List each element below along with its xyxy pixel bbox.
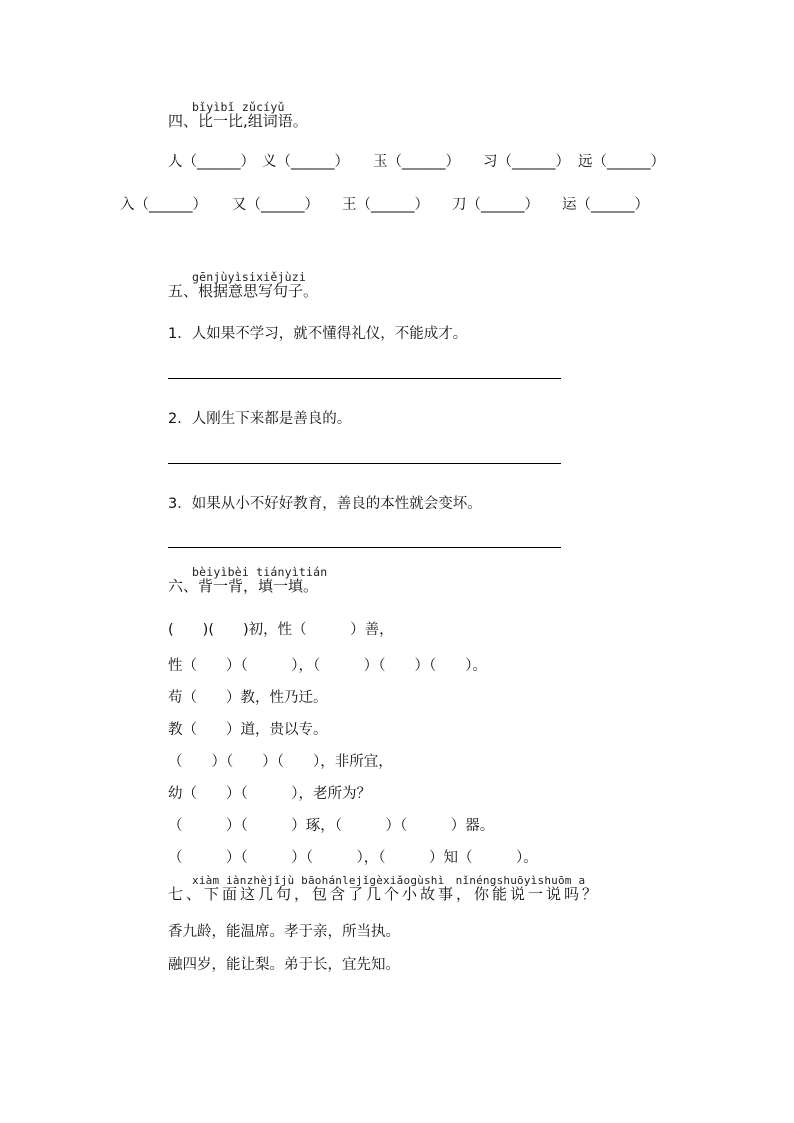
word-cell: 入（______） xyxy=(120,197,207,213)
section4-title: 四、比一比,组词语。 xyxy=(168,112,308,130)
section6-pinyin: bèiyìbèi tiányìtián xyxy=(192,565,328,579)
recite-line: 性（ ）（ ），（ ）（ ）（ ）。 xyxy=(168,658,487,674)
recite-line: 教（ ）道，贵以专。 xyxy=(168,722,328,738)
word-cell: 习（______） xyxy=(483,154,570,170)
recite-line: ( )( )初，性（ ）善， xyxy=(168,622,394,638)
word-cell: 玉（______） xyxy=(373,154,460,170)
word-cell: 王（______） xyxy=(342,197,429,213)
word-cell: 人（______） xyxy=(168,154,255,170)
section4-pinyin: bǐyìbǐ zǔcíyǔ xyxy=(192,100,285,114)
section5-item-2: 2．人刚生下来都是善良的。 xyxy=(168,411,352,427)
word-cell: 运（______） xyxy=(562,197,649,213)
section5-item-1: 1．人如果不学习，就不懂得礼仪，不能成才。 xyxy=(168,326,468,342)
word-cell: 又（______） xyxy=(232,197,319,213)
recite-line: 幼（ ）（ ），老所为？ xyxy=(168,786,371,802)
word-cell: 远（______） xyxy=(578,154,665,170)
section5-pinyin: gēnjùyìsixiějùzi xyxy=(192,270,306,284)
recite-line: 苟（ ）教，性乃迁。 xyxy=(168,690,328,706)
section5-item-3: 3．如果从小不好好教育，善良的本性就会变坏。 xyxy=(168,496,482,512)
recite-line: （ ）（ ）琢，（ ）（ ）器。 xyxy=(168,818,495,834)
story-line: 香九龄，能温席。孝于亲，所当执。 xyxy=(168,924,400,940)
answer-line[interactable] xyxy=(168,378,561,379)
recite-line: （ ）（ ）（ ），非所宜， xyxy=(168,754,393,770)
word-cell: 刀（______） xyxy=(452,197,539,213)
answer-line[interactable] xyxy=(168,463,561,464)
recite-line: （ ）（ ）（ ），（ ）知（ ）。 xyxy=(168,850,538,866)
section5-title: 五、根据意思写句子。 xyxy=(168,282,319,300)
section7-title: 七、下面这几句，包含了几个小故事，你能说一说吗？ xyxy=(168,885,601,903)
story-line: 融四岁，能让梨。弟于长，宜先知。 xyxy=(168,957,400,973)
word-cell: 义（______） xyxy=(262,154,349,170)
answer-line[interactable] xyxy=(168,547,561,548)
section7-pinyin: xiàm iànzhèjǐjù bāohánlejǐgèxiǎogùshì nǐnéngshuōyìshuōm a xyxy=(192,874,586,887)
section6-title: 六、背一背，填一填。 xyxy=(168,577,319,595)
